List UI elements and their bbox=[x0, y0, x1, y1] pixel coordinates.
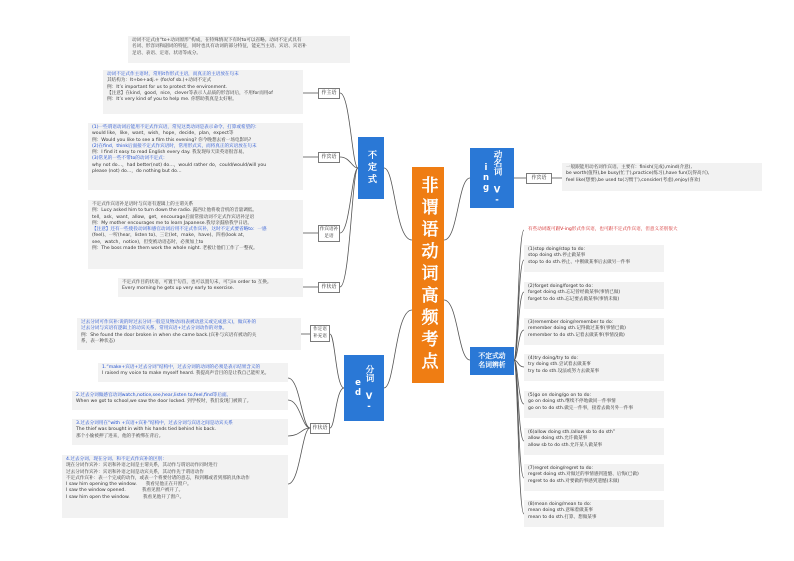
branch-gerund: 动名词 V-ing bbox=[470, 148, 514, 208]
compare-item-3: (3)remember doing/remember to do： remember doing sth.记得做过某事(事情已做) remember to do sth.记着去做某事(事情没做) bbox=[524, 318, 664, 345]
connector-center-infinitive bbox=[384, 168, 412, 240]
compare-item-6: (6)allow doing sth./allow sb to do sth” allow doing sth.允许做某事 allow sb to do sth.允许某人做某事 bbox=[524, 428, 664, 455]
compare-item-1: (1)stop doing/stop to do： stop doing sth.停止做某事 stop to do sth.停止、中断做某事后去做另一件事 bbox=[524, 245, 664, 272]
branch-participle: 分词 V-ed bbox=[344, 355, 384, 421]
tag-inf-adverbial: 作状语 bbox=[318, 282, 340, 293]
inf-intro-box: 动词不定式由“to+动词原形”构成，在特殊情况下有时to可以省略。动词不定式具有 名词、形容词和副词的特征，同时也具有动词的部分特征，能充当主语、宾语、宾语补 足语、表语、定语、状语等成分。 bbox=[128, 36, 350, 63]
part-item-2: 2.过去分词做感官动词watch,notice,see,hear,listen to,feel,find等后面。 When we got to school,we saw the door locked. 到学校时，我们发现门被锁了。 bbox=[72, 391, 288, 410]
connector-center-compare bbox=[444, 300, 470, 360]
compare-item-8: (8)mean doing/mean to do： mean doing sth.意味着做某事 mean to do sth.打算、想做某事 bbox=[524, 500, 664, 527]
part-item-3: 3.过去分词用在“with +宾语+宾补”结构中，过去分词与宾语之间是动宾关系 The thief was brought in with his hands tied behind his back. 那个小偷被押了进来，他的手被绑在背后。 bbox=[72, 419, 288, 445]
compare-item-5: (5)go on doing/go on to do： go on doing sth.继续不停地做同一件事情 go on to do sth.做完一件事，接着去做另外一件事 bbox=[524, 391, 664, 418]
inf-adverbial-box: 不定式作目的状语，可置于句首，也可以置句末，可与in order to 互换。 Every morning he gets up very early to exercise. bbox=[118, 278, 303, 297]
center-topic: 非谓语动词高频考点 bbox=[412, 167, 444, 383]
branch-compare: 不定式动名词辨析 bbox=[470, 347, 514, 375]
part-attr-box: 过去分词可作宾补:说的时过去分词一般是及物动词(表被动意义或完成意义)，做宾补的 过去分词与宾语有逻辑上的动宾关系，常用宾语+过去分词动作的对象。 例：She found the door broken in when she came back.(宾补与宾语有被动的关 系，表一种状态) bbox=[77, 318, 301, 350]
tag-part-adverbial: 作状语 bbox=[310, 423, 330, 434]
part-item-4: 4.过去分词、现在分词、和不定式作宾补的区别： 现在分词作宾补：宾语和补语之间是主谓关系，其动作与谓语动作同时进行 过去分词作宾补：宾语和补语之间是动宾关系，其动作先于谓语动作 不定式作宾补：表一个完成的动作，或表一个将要付诸的意志，和到哪或者到那的具体动作 I saw him opening the window. 我看见他正在开窗户。 I saw the window opened. 我看见窗户被开了。 I saw him open the window. 我看见他开了窗户。 bbox=[62, 455, 288, 518]
compare-item-7: (7)regret doing/regret to do： regret doing sth.对做过的事情感到遗憾、后悔(已做) regret to do sth.对要做的事感到遗憾(未做) bbox=[524, 464, 664, 491]
inf-object-box: (1)一些谓语动词后能用不定式作宾语，常见这类动词是表示命令、打算或希望的： would like，like，want，wish，hope，decide，plan，expect等 例：Would you like to see a film this evening? 你今晚想去看一场电影吗? (2)在find，think后面接不定式作宾语时，常用形式宾，而将真正的宾语放在句末 例：I find it easy to read English every day. 我发现每天读英语很容易。 (3)常见的一些不带to的动词不定式： why not do…，had better(not) do…，would rather do，could/would/will you please (not) do…，do nothing but do… bbox=[88, 123, 303, 190]
branch-infinitive: 不定式 bbox=[358, 137, 384, 199]
tag-part-attr: 作定语补充语 bbox=[310, 325, 330, 342]
tag-inf-complement: 作宾语补足语 bbox=[318, 225, 340, 242]
compare-intro: 有些动词既可跟V-ing形式作宾语，也可跟不定式作宾语，但意义差别很大 bbox=[528, 227, 678, 232]
gerund-object-box: 一般跟能用动名词作宾语。主要有：finish(完成),mind(介意), be worth(值得),be busy(忙于),practice(练习),have fun(玩得高兴), feel like(想要),be used to(习惯于),consider(考虑),enjoy(喜欢) bbox=[562, 163, 762, 191]
part-item-1: 1.“make+宾语+过去分词”结构中，过去分词的动词的必须是表示结果含义的 I raised my voice to make myself heard. 我提高声音目的是让我自己能听见。 bbox=[98, 363, 288, 382]
inf-complement-box: 不定式作宾语补足语时与宾语有逻辑上的主谓关系 例：Lucy asked him to turn down the radio. 露西让他将收音机的音量调低。 tell，ask，want，allow，get，encourage后面常接动词不定式作宾语补足语 例：My mother encourages me to learn Japanese.我母亲鼓励我学日语。 【注意】还有一些使役动词和感官动词后用不定式作宾补，这时不定式要省略to：一感 (feel)、一听(hear，listen to)、三让(let，make，have)、四看(look at， see，watch，notice)，但变被动语态时，必须加上to 例：The boss made them work the whole night. 老板让他们工作了一整夜。 bbox=[88, 200, 303, 269]
tag-inf-object: 作宾语 bbox=[318, 152, 340, 163]
tag-gerund-object: 作宾语 bbox=[526, 173, 552, 184]
connector-center-gerund bbox=[444, 178, 470, 240]
compare-item-4: (4)try doing/try to do： try doing sth.尝试着去做某事 try to do sth.设法或努力去做某事 bbox=[524, 354, 664, 381]
inf-subject-box: 动词不定式作主语时，常用it作形式主语，而真正的主语放在句末 其结构为：It+be+adj.+ (for/of sb.)+动词不定式 例：It’s important for us to protect the environment. 【注意】在kind，good，nice，clever等表示人品质的形容词后，不用for而用of 例：It’s very kind of you to help me. 你帮助我真是太好啦。 bbox=[103, 70, 303, 114]
connector-center-participle bbox=[384, 310, 412, 388]
compare-item-2: (2)forget doing/forget to do： forget doing sth.忘记曾经做某事(事情已做) forget to do sth.忘记要去做某事(事情未做) bbox=[524, 282, 664, 309]
tag-inf-subject: 作主语 bbox=[318, 88, 340, 99]
